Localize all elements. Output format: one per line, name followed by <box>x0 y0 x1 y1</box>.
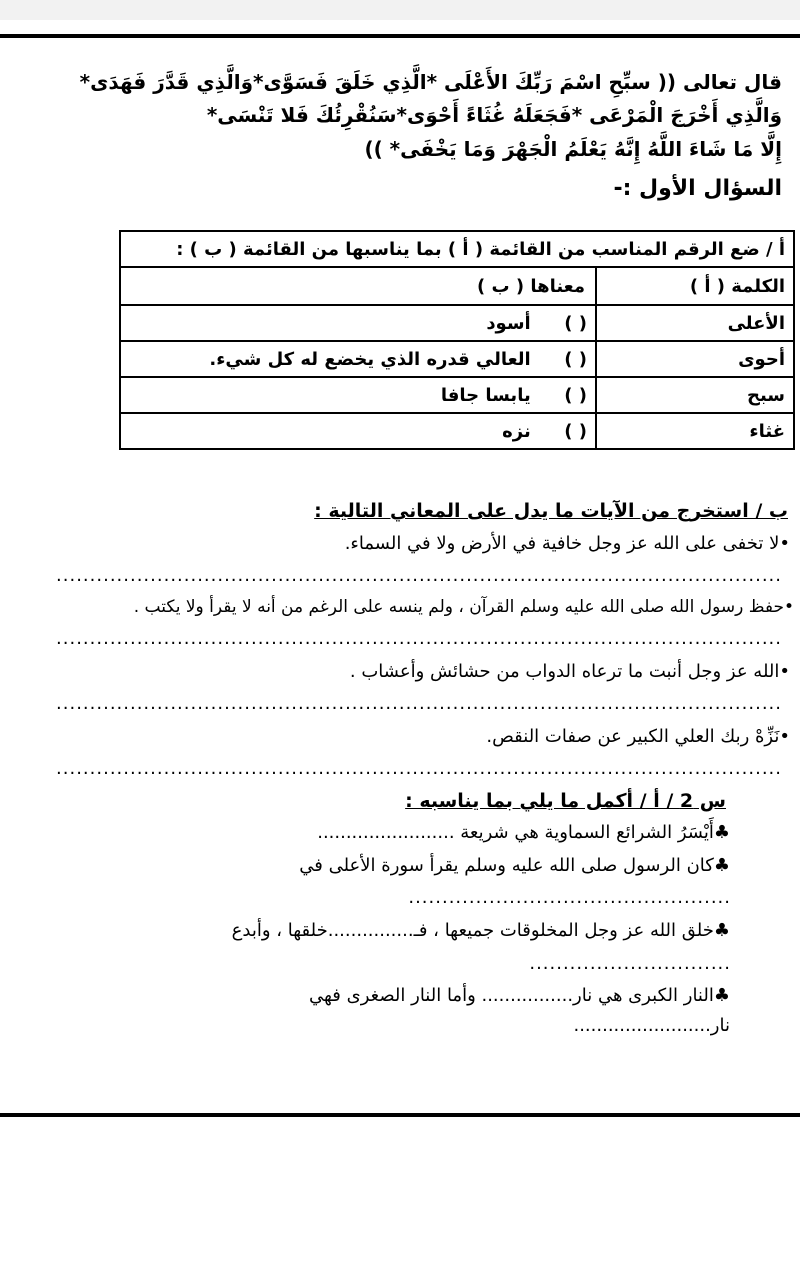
completion-item: ♣النار الكبرى هي نار................ وأما النار الصغرى فهي <box>308 985 730 1006</box>
table-row <box>120 413 794 449</box>
table-instruction: أ / ضع الرقم المناسب من القائمة ( أ ) بما يناسبها من القائمة ( ب ) : <box>120 231 794 267</box>
answer-blank[interactable]: ( ) <box>564 420 587 442</box>
verse-line-2: وَالَّذِي أَخْرَجَ الْمَرْعَى *فَجَعَلَهُ غُثَاءً أَحْوَى*سَنُقْرِئُكَ فَلا تَنْسَى* <box>206 103 782 127</box>
part-b-item: •لا تخفى على الله عز وجل خافية في الأرض ولا في السماء. <box>344 533 790 554</box>
part-b-item: •الله عز وجل أنبت ما ترعاه الدواب من حشائش وأعشاب . <box>349 661 790 682</box>
completion-item: ♣كان الرسول صلى الله عليه وسلم يقرأ سورة الأعلى في <box>299 855 730 876</box>
column-header-word: الكلمة ( أ ) <box>596 267 794 305</box>
word-cell: الأعلى <box>596 305 794 341</box>
verse-line-3: إِلَّا مَا شَاءَ اللَّهُ إِنَّهُ يَعْلَمُ الْجَهْرَ وَمَا يَخْفَى* )) <box>364 137 782 161</box>
meaning-text: العالي قدره الذي يخضع له كل شيء. <box>209 348 531 370</box>
answer-line[interactable]: ............................................................................................................ <box>56 565 782 586</box>
verse-line-1: قال تعالى (( سبِّحِ اسْمَ رَبِّكَ الأَعْلَى *الَّذِي خَلَقَ فَسَوَّى*وَالَّذِي قَدَّرَ فَهَدَى* <box>79 70 782 94</box>
word-cell: سبح <box>596 377 794 413</box>
table-row <box>120 305 794 341</box>
part-b-item: •نَزِّهْ ربك العلي الكبير عن صفات النقص. <box>486 726 790 747</box>
answer-blank[interactable]: ( ) <box>564 348 587 370</box>
completion-item: نار........................ <box>573 1015 730 1036</box>
question-1-title: السؤال الأول :- <box>613 176 782 201</box>
answer-line[interactable]: ................................................ <box>408 887 731 908</box>
answer-line[interactable]: .............................. <box>529 953 731 974</box>
question-2-title: س 2 / أ / أكمل ما يلي بما يناسبه : <box>405 790 726 812</box>
top-strip <box>0 0 800 20</box>
word-cell: أحوى <box>596 341 794 377</box>
meaning-text: أسود <box>486 312 531 334</box>
column-header-meaning: معناها ( ب ) <box>120 267 596 305</box>
table-row <box>120 377 794 413</box>
answer-blank[interactable]: ( ) <box>564 312 587 334</box>
word-cell: غثاء <box>596 413 794 449</box>
part-b-title: ب / استخرج من الآيات ما يدل على المعاني التالية : <box>314 500 788 522</box>
table-row <box>120 341 794 377</box>
completion-item: ♣أَيْسَرُ الشرائع السماوية هي شريعة ........................ <box>317 822 730 843</box>
completion-item: ♣خلق الله عز وجل المخلوقات جميعها ، فـ...............خلقها ، وأبدع <box>231 920 730 941</box>
bottom-rule <box>0 1113 800 1117</box>
answer-line[interactable]: ............................................................................................................ <box>56 628 782 649</box>
answer-blank[interactable]: ( ) <box>564 384 587 406</box>
meaning-text: يابسا جافا <box>440 384 531 406</box>
meaning-text: نزه <box>502 420 531 442</box>
matching-table <box>119 230 795 450</box>
part-b-item: •حفظ رسول الله صلى الله عليه وسلم القرآن ، ولم ينسه على الرغم من أنه لا يقرأ ولا يكتب . <box>133 597 794 617</box>
top-rule <box>0 34 800 38</box>
answer-line[interactable]: ............................................................................................................ <box>56 693 782 714</box>
answer-line[interactable]: ............................................................................................................ <box>56 758 782 779</box>
